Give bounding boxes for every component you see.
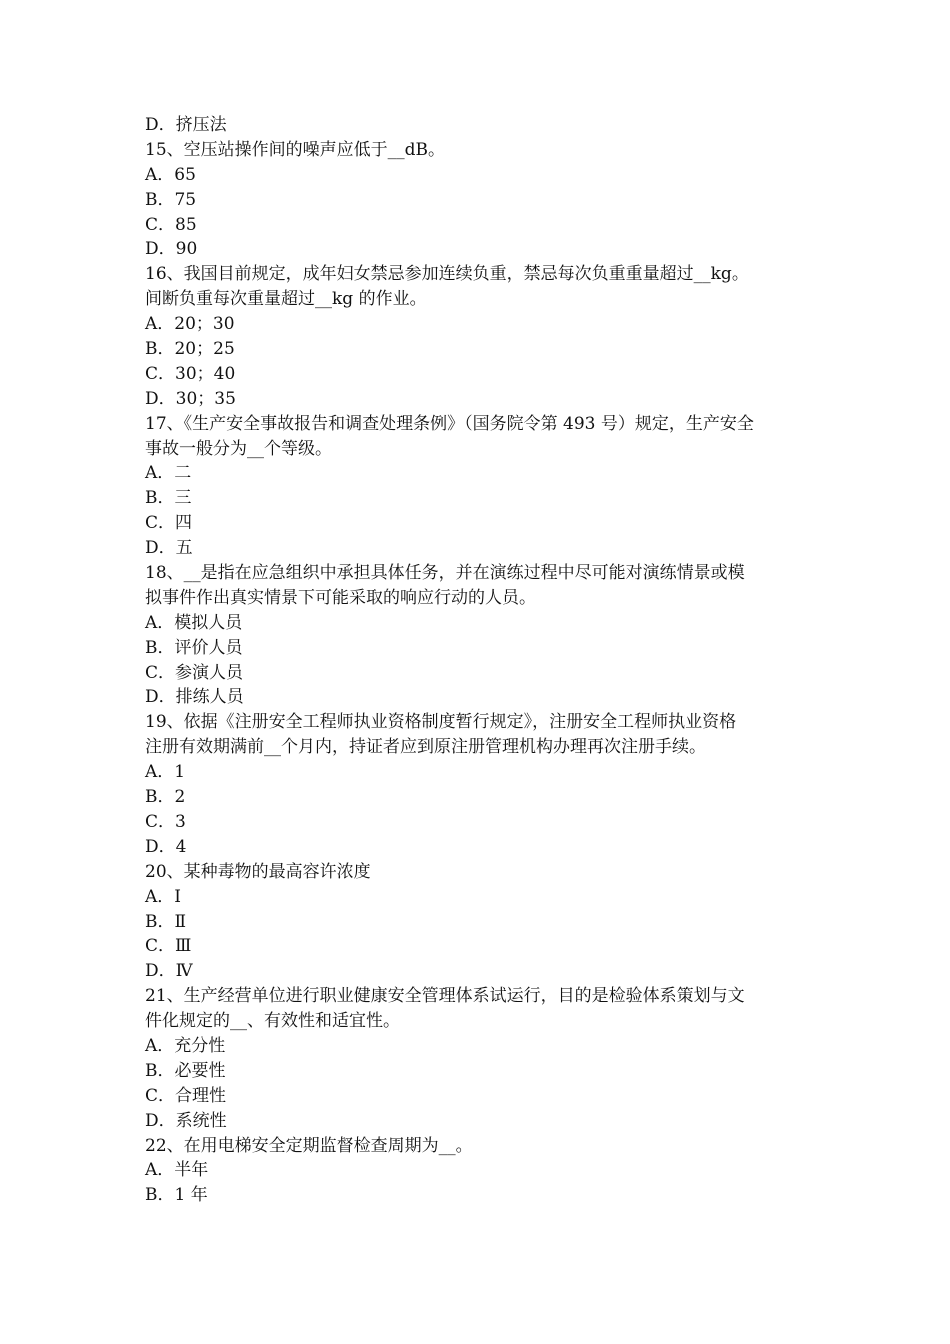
option-line: A．模拟人员 [145, 612, 243, 633]
question-line: 20、某种毒物的最高容许浓度 [145, 861, 371, 882]
option-line: D．90 [145, 239, 198, 260]
option-line: A．二 [145, 463, 192, 484]
question-line: 15、空压站操作间的噪声应低于__dB。 [145, 139, 446, 160]
question-line: 16、我国目前规定，成年妇女禁忌参加连续负重，禁忌每次负重重量超过__kg。 [145, 264, 749, 285]
option-line: A．1 [145, 762, 186, 783]
option-line: C．合理性 [145, 1085, 227, 1106]
option-line: D．系统性 [145, 1110, 227, 1131]
question-line: 19、依据《注册安全工程师执业资格制度暂行规定》，注册安全工程师执业资格 [145, 712, 737, 733]
option-line: B．20；25 [145, 339, 235, 360]
option-line: D．五 [145, 538, 193, 559]
question-line: 注册有效期满前__个月内，持证者应到原注册管理机构办理再次注册手续。 [145, 737, 706, 758]
option-line: C．参演人员 [145, 662, 244, 683]
option-line: B．三 [145, 488, 192, 509]
question-line: 21、生产经营单位进行职业健康安全管理体系试运行，目的是检验体系策划与文 [145, 986, 745, 1007]
option-line: D．30；35 [145, 388, 236, 409]
option-line: A．Ⅰ [145, 886, 181, 907]
question-line: 间断负重每次重量超过__kg 的作业。 [145, 289, 427, 310]
question-line: 事故一般分为__个等级。 [145, 438, 332, 459]
option-line: C．四 [145, 513, 193, 534]
option-line: D．挤压法 [145, 115, 227, 135]
option-line: C．3 [145, 811, 186, 832]
option-line: D．排练人员 [145, 687, 244, 708]
question-line: 22、在用电梯安全定期监督检查周期为__。 [145, 1135, 473, 1156]
option-line: D．Ⅳ [145, 961, 193, 982]
option-line: B．2 [145, 787, 186, 808]
option-line: B．评价人员 [145, 637, 243, 658]
option-line: C．30；40 [145, 363, 236, 384]
option-line: B．75 [145, 189, 197, 210]
option-line: B．1 年 [145, 1185, 208, 1206]
question-line: 拟事件作出真实情景下可能采取的响应行动的人员。 [145, 587, 536, 608]
question-line: 件化规定的__、有效性和适宜性。 [145, 1011, 400, 1032]
option-line: C．Ⅲ [145, 936, 192, 957]
question-line: 18、__是指在应急组织中承担具体任务，并在演练过程中尽可能对演练情景或模 [145, 563, 745, 584]
option-line: B．必要性 [145, 1060, 226, 1081]
question-line: 17、《生产安全事故报告和调查处理条例》（国务院令第 493 号）规定，生产安全 [145, 413, 754, 434]
option-line: C．85 [145, 214, 197, 235]
option-line: A．65 [145, 164, 196, 185]
option-line: A．20；30 [145, 314, 235, 335]
option-line: D．4 [145, 836, 187, 857]
option-line: A．充分性 [145, 1035, 226, 1056]
question-text-block [145, 113, 810, 1208]
option-line: B．Ⅱ [145, 911, 187, 932]
option-line: A．半年 [145, 1160, 209, 1181]
